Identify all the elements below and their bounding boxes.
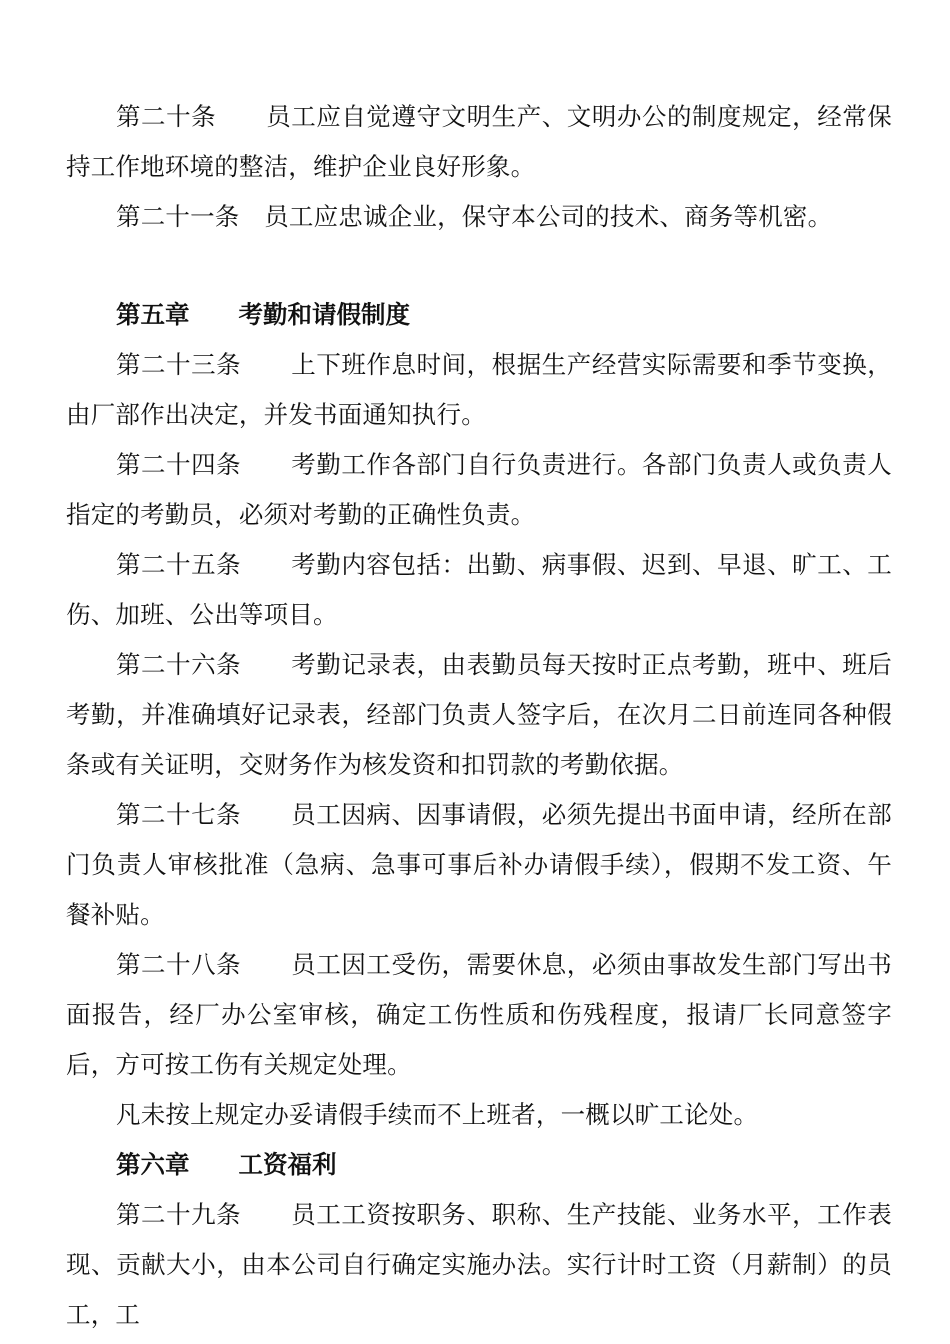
article-21: 第二十一条 员工应忠诚企业，保守本公司的技术、商务等机密。 — [116, 202, 833, 231]
article-24: 第二十四条 考勤工作各部门自行负责进行。各部门负责人或负责人指定的考勤员，必须对考勤的正确性负责。 — [66, 450, 892, 529]
article-28: 第二十八条 员工因工受伤，需要休息，必须由事故发生部门写出书面报告，经厂办公室审核，确定工伤性质和伤残程度，报请厂长同意签字后，方可按工伤有关规定处理。 — [66, 950, 892, 1079]
article-23: 第二十三条 上下班作息时间，根据生产经营实际需要和季节变换，由厂部作出决定，并发书面通知执行。 — [66, 350, 892, 429]
article-20: 第二十条 员工应自觉遵守文明生产、文明办公的制度规定，经常保持工作地环境的整洁，维护企业良好形象。 — [66, 102, 892, 181]
article-29: 第二十九条 员工工资按职务、职称、生产技能、业务水平，工作表现、贡献大小，由本公司自行确定实施办法。实行计时工资（月薪制）的员工，工 — [66, 1200, 892, 1329]
document-page — [66, 92, 892, 1340]
article-27: 第二十七条 员工因病、因事请假，必须先提出书面申请，经所在部门负责人审核批准（急病、急事可事后补办请假手续），假期不发工资、午餐补贴。 — [66, 800, 892, 929]
chapter-6-heading: 第六章 工资福利 — [116, 1150, 337, 1179]
chapter-5-heading: 第五章 考勤和请假制度 — [116, 300, 410, 329]
article-25: 第二十五条 考勤内容包括：出勤、病事假、迟到、早退、旷工、工伤、加班、公出等项目。 — [66, 550, 892, 629]
article-26: 第二十六条 考勤记录表，由表勤员每天按时正点考勤，班中、班后考勤，并准确填好记录表，经部门负责人签字后，在次月二日前连同各种假条或有关证明，交财务作为核发资和扣罚款的考勤依据。 — [66, 650, 892, 779]
spacer — [66, 242, 892, 290]
absence-rule: 凡未按上规定办妥请假手续而不上班者，一概以旷工论处。 — [116, 1100, 759, 1129]
